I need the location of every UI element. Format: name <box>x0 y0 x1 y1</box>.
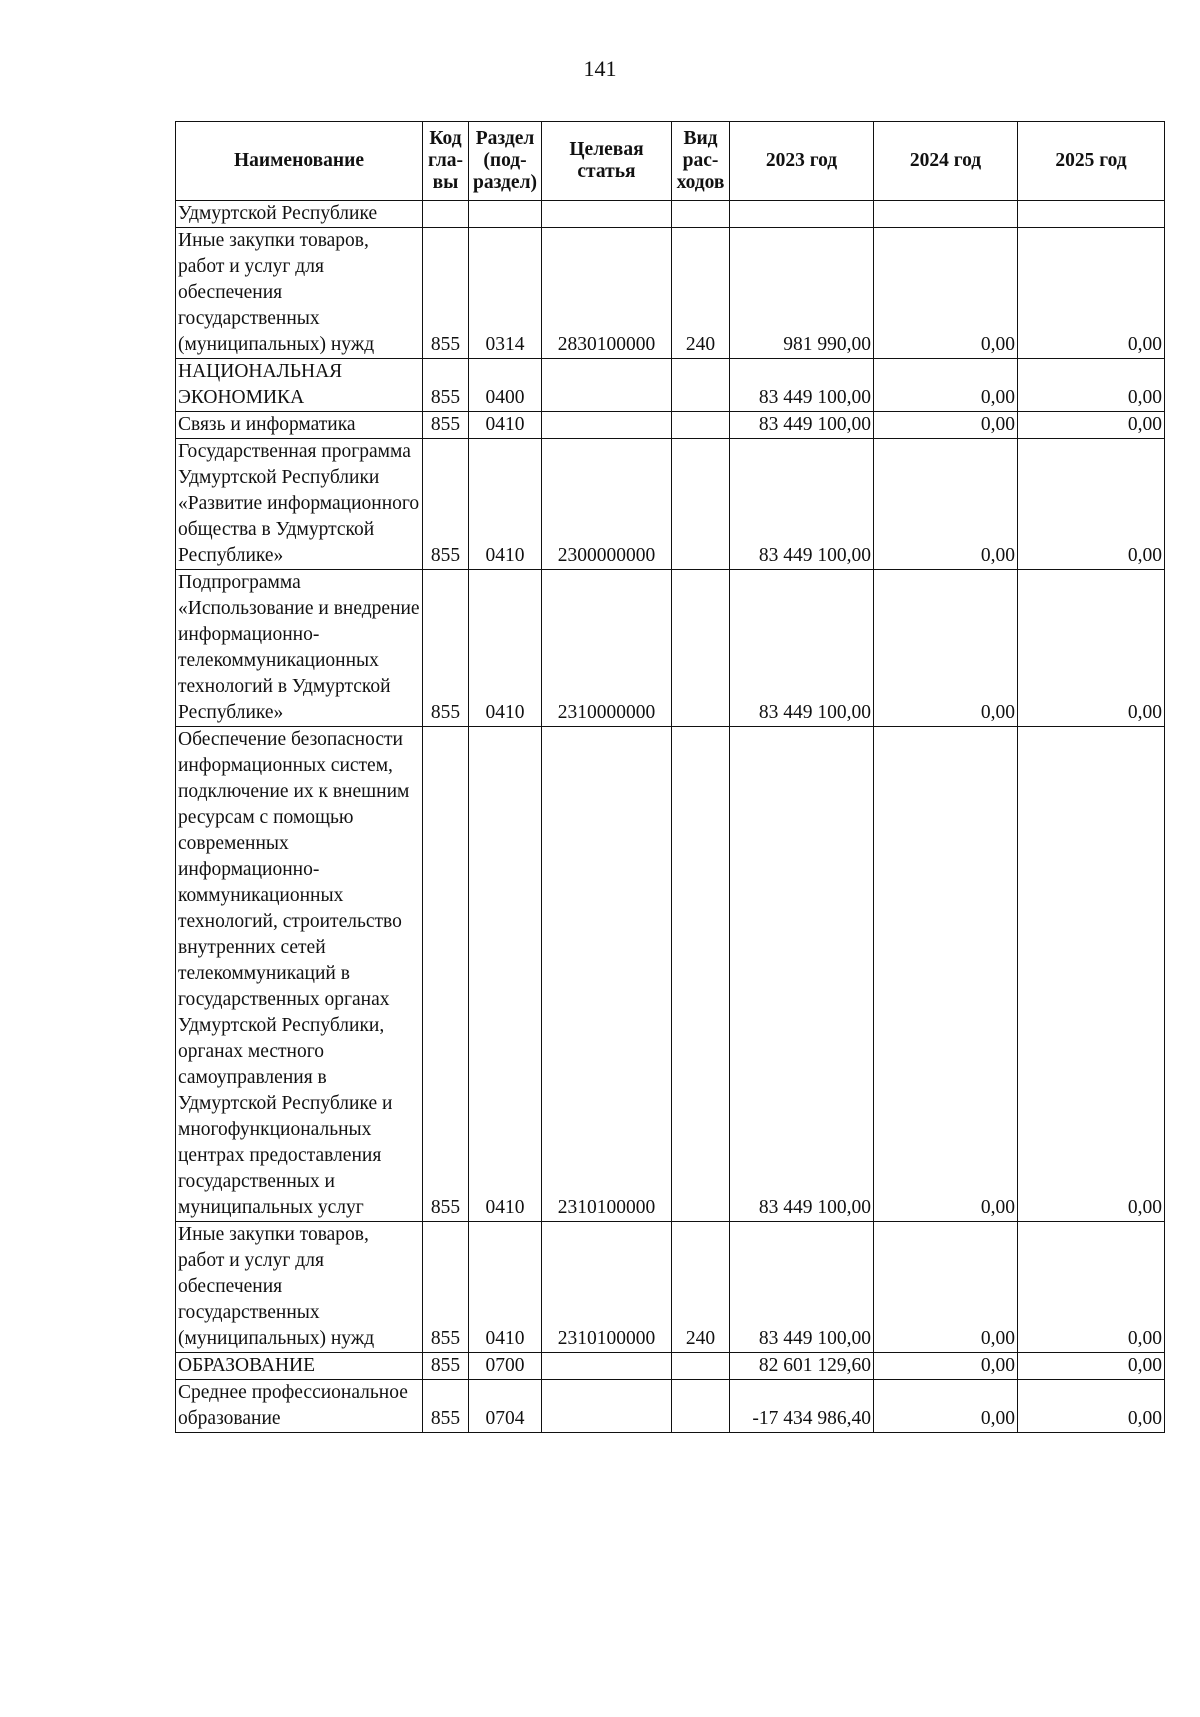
cell-kind <box>672 201 730 228</box>
cell-kind <box>672 727 730 1222</box>
cell-target: 2310100000 <box>542 1222 672 1353</box>
header-section: Раздел (под-раздел) <box>469 122 542 201</box>
cell-2023: 82 601 129,60 <box>730 1353 874 1380</box>
cell-name: Связь и информатика <box>176 412 423 439</box>
cell-target <box>542 201 672 228</box>
cell-name: Государственная программа Удмуртской Республики «Развитие информационного общества в Удмуртской Республике» <box>176 439 423 570</box>
header-2025: 2025 год <box>1018 122 1165 201</box>
cell-name: Среднее профессиональное образование <box>176 1380 423 1433</box>
cell-kind <box>672 439 730 570</box>
cell-section: 0400 <box>469 359 542 412</box>
cell-section <box>469 201 542 228</box>
header-target: Целевая статья <box>542 122 672 201</box>
table-row <box>176 1380 1165 1433</box>
cell-target: 2310000000 <box>542 570 672 727</box>
cell-2025: 0,00 <box>1018 1380 1165 1433</box>
cell-2025: 0,00 <box>1018 412 1165 439</box>
cell-section: 0410 <box>469 439 542 570</box>
cell-target <box>542 412 672 439</box>
cell-2024: 0,00 <box>874 727 1018 1222</box>
cell-code: 855 <box>423 228 469 359</box>
cell-section: 0410 <box>469 570 542 727</box>
cell-section: 0410 <box>469 412 542 439</box>
cell-code: 855 <box>423 1222 469 1353</box>
cell-2024: 0,00 <box>874 1222 1018 1353</box>
cell-2025: 0,00 <box>1018 570 1165 727</box>
cell-kind: 240 <box>672 1222 730 1353</box>
cell-name: Удмуртской Республике <box>176 201 423 228</box>
cell-2024: 0,00 <box>874 412 1018 439</box>
cell-2023: 83 449 100,00 <box>730 1222 874 1353</box>
cell-target <box>542 1353 672 1380</box>
table-row <box>176 570 1165 727</box>
cell-2023: 83 449 100,00 <box>730 439 874 570</box>
table-row <box>176 727 1165 1222</box>
header-code: Код гла-вы <box>423 122 469 201</box>
table-row <box>176 201 1165 228</box>
cell-name: НАЦИОНАЛЬНАЯ ЭКОНОМИКА <box>176 359 423 412</box>
cell-2024: 0,00 <box>874 1380 1018 1433</box>
cell-section: 0704 <box>469 1380 542 1433</box>
cell-code <box>423 201 469 228</box>
cell-kind <box>672 1380 730 1433</box>
cell-2023: 981 990,00 <box>730 228 874 359</box>
cell-2025: 0,00 <box>1018 1353 1165 1380</box>
cell-2023: 83 449 100,00 <box>730 570 874 727</box>
table-row <box>176 359 1165 412</box>
table-row <box>176 1353 1165 1380</box>
cell-name: Обеспечение безопасности информационных систем, подключение их к внешним ресурсам с помощью современных информационно-коммуникационных технологий, строительство внутренних сетей телекоммуникаций в государственных органах Удмуртской Республики, органах местного самоуправления в Удмуртской Республике и многофункциональных центрах предоставления государственных и муниципальных услуг <box>176 727 423 1222</box>
cell-2024 <box>874 201 1018 228</box>
cell-2025: 0,00 <box>1018 1222 1165 1353</box>
cell-target <box>542 1380 672 1433</box>
budget-table <box>175 121 1165 1433</box>
cell-name: Иные закупки товаров, работ и услуг для обеспечения государственных (муниципальных) нужд <box>176 228 423 359</box>
page-number: 141 <box>583 56 617 81</box>
cell-target: 2310100000 <box>542 727 672 1222</box>
cell-code: 855 <box>423 570 469 727</box>
table-row <box>176 1222 1165 1353</box>
cell-code: 855 <box>423 412 469 439</box>
header-kind: Вид рас-ходов <box>672 122 730 201</box>
cell-2023: 83 449 100,00 <box>730 359 874 412</box>
cell-section: 0314 <box>469 228 542 359</box>
cell-name: Подпрограмма «Использование и внедрение информационно-телекоммуникационных технологий в Удмуртской Республике» <box>176 570 423 727</box>
header-row <box>176 122 1165 201</box>
cell-2023: -17 434 986,40 <box>730 1380 874 1433</box>
cell-2025: 0,00 <box>1018 359 1165 412</box>
cell-kind: 240 <box>672 228 730 359</box>
header-name: Наименование <box>176 122 423 201</box>
cell-kind <box>672 359 730 412</box>
cell-name: ОБРАЗОВАНИЕ <box>176 1353 423 1380</box>
header-2024: 2024 год <box>874 122 1018 201</box>
cell-code: 855 <box>423 1380 469 1433</box>
cell-code: 855 <box>423 439 469 570</box>
table-row <box>176 228 1165 359</box>
cell-target: 2300000000 <box>542 439 672 570</box>
cell-target <box>542 359 672 412</box>
cell-target: 2830100000 <box>542 228 672 359</box>
cell-2024: 0,00 <box>874 228 1018 359</box>
header-2023: 2023 год <box>730 122 874 201</box>
cell-2024: 0,00 <box>874 359 1018 412</box>
cell-kind <box>672 1353 730 1380</box>
cell-section: 0410 <box>469 727 542 1222</box>
cell-code: 855 <box>423 727 469 1222</box>
cell-name: Иные закупки товаров, работ и услуг для обеспечения государственных (муниципальных) нужд <box>176 1222 423 1353</box>
cell-section: 0700 <box>469 1353 542 1380</box>
cell-2024: 0,00 <box>874 1353 1018 1380</box>
cell-section: 0410 <box>469 1222 542 1353</box>
cell-2025 <box>1018 201 1165 228</box>
cell-2025: 0,00 <box>1018 439 1165 570</box>
cell-code: 855 <box>423 1353 469 1380</box>
cell-2025: 0,00 <box>1018 228 1165 359</box>
cell-2025: 0,00 <box>1018 727 1165 1222</box>
cell-2023: 83 449 100,00 <box>730 727 874 1222</box>
table-row <box>176 412 1165 439</box>
cell-kind <box>672 570 730 727</box>
cell-2024: 0,00 <box>874 439 1018 570</box>
cell-code: 855 <box>423 359 469 412</box>
cell-2023: 83 449 100,00 <box>730 412 874 439</box>
cell-kind <box>672 412 730 439</box>
cell-2023 <box>730 201 874 228</box>
cell-2024: 0,00 <box>874 570 1018 727</box>
table-row <box>176 439 1165 570</box>
